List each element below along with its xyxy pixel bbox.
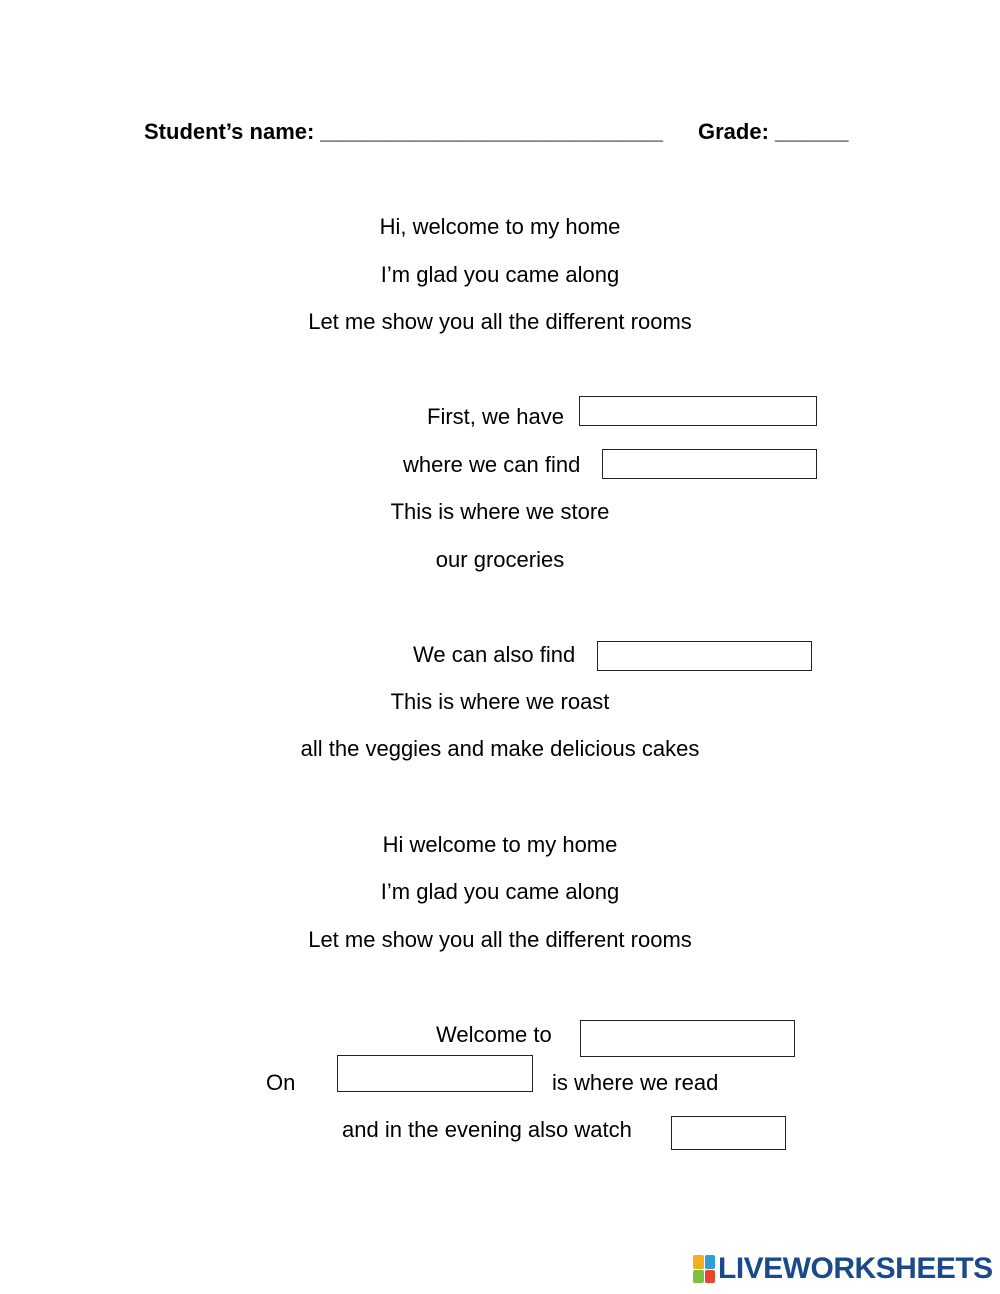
lyric-line: Let me show you all the different rooms [308,927,692,952]
logo-square-icon [693,1255,704,1269]
grade-label: Grade: ______ [698,119,849,144]
answer-field-6[interactable] [671,1116,786,1150]
lyric-line: Let me show you all the different rooms [308,309,692,334]
lyric-line: We can also find [413,642,576,667]
answer-field-3[interactable] [597,641,812,671]
lyric-line-prefix: On [266,1070,296,1095]
logo-square-icon [693,1270,704,1284]
liveworksheets-logo-icon [693,1255,715,1283]
logo-square-icon [705,1270,716,1284]
lyric-line: Hi, welcome to my home [379,214,621,239]
lyric-line: I’m glad you came along [380,879,620,904]
brand-name: LIVEWORKSHEETS [718,1252,993,1285]
lyric-line: Hi welcome to my home [382,832,618,857]
lyric-line: all the veggies and make delicious cakes [300,736,700,761]
student-name-label: Student’s name: ____________________________ [144,119,664,144]
answer-field-2[interactable] [602,449,817,479]
answer-field-5[interactable] [337,1055,533,1092]
lyric-line: This is where we store [390,499,610,524]
logo-square-icon [705,1255,716,1269]
liveworksheets-logo [693,1252,993,1286]
answer-field-1[interactable] [579,396,817,426]
lyric-line: where we can find [403,452,581,477]
lyric-line: Welcome to [436,1022,552,1047]
lyric-line: I’m glad you came along [380,262,620,287]
lyric-line-suffix: is where we read [552,1070,719,1095]
lyric-line: This is where we roast [390,689,610,714]
answer-field-4[interactable] [580,1020,795,1057]
lyric-line: and in the evening also watch [342,1117,632,1142]
lyric-line: First, we have [427,404,564,429]
lyric-line: our groceries [435,547,565,572]
